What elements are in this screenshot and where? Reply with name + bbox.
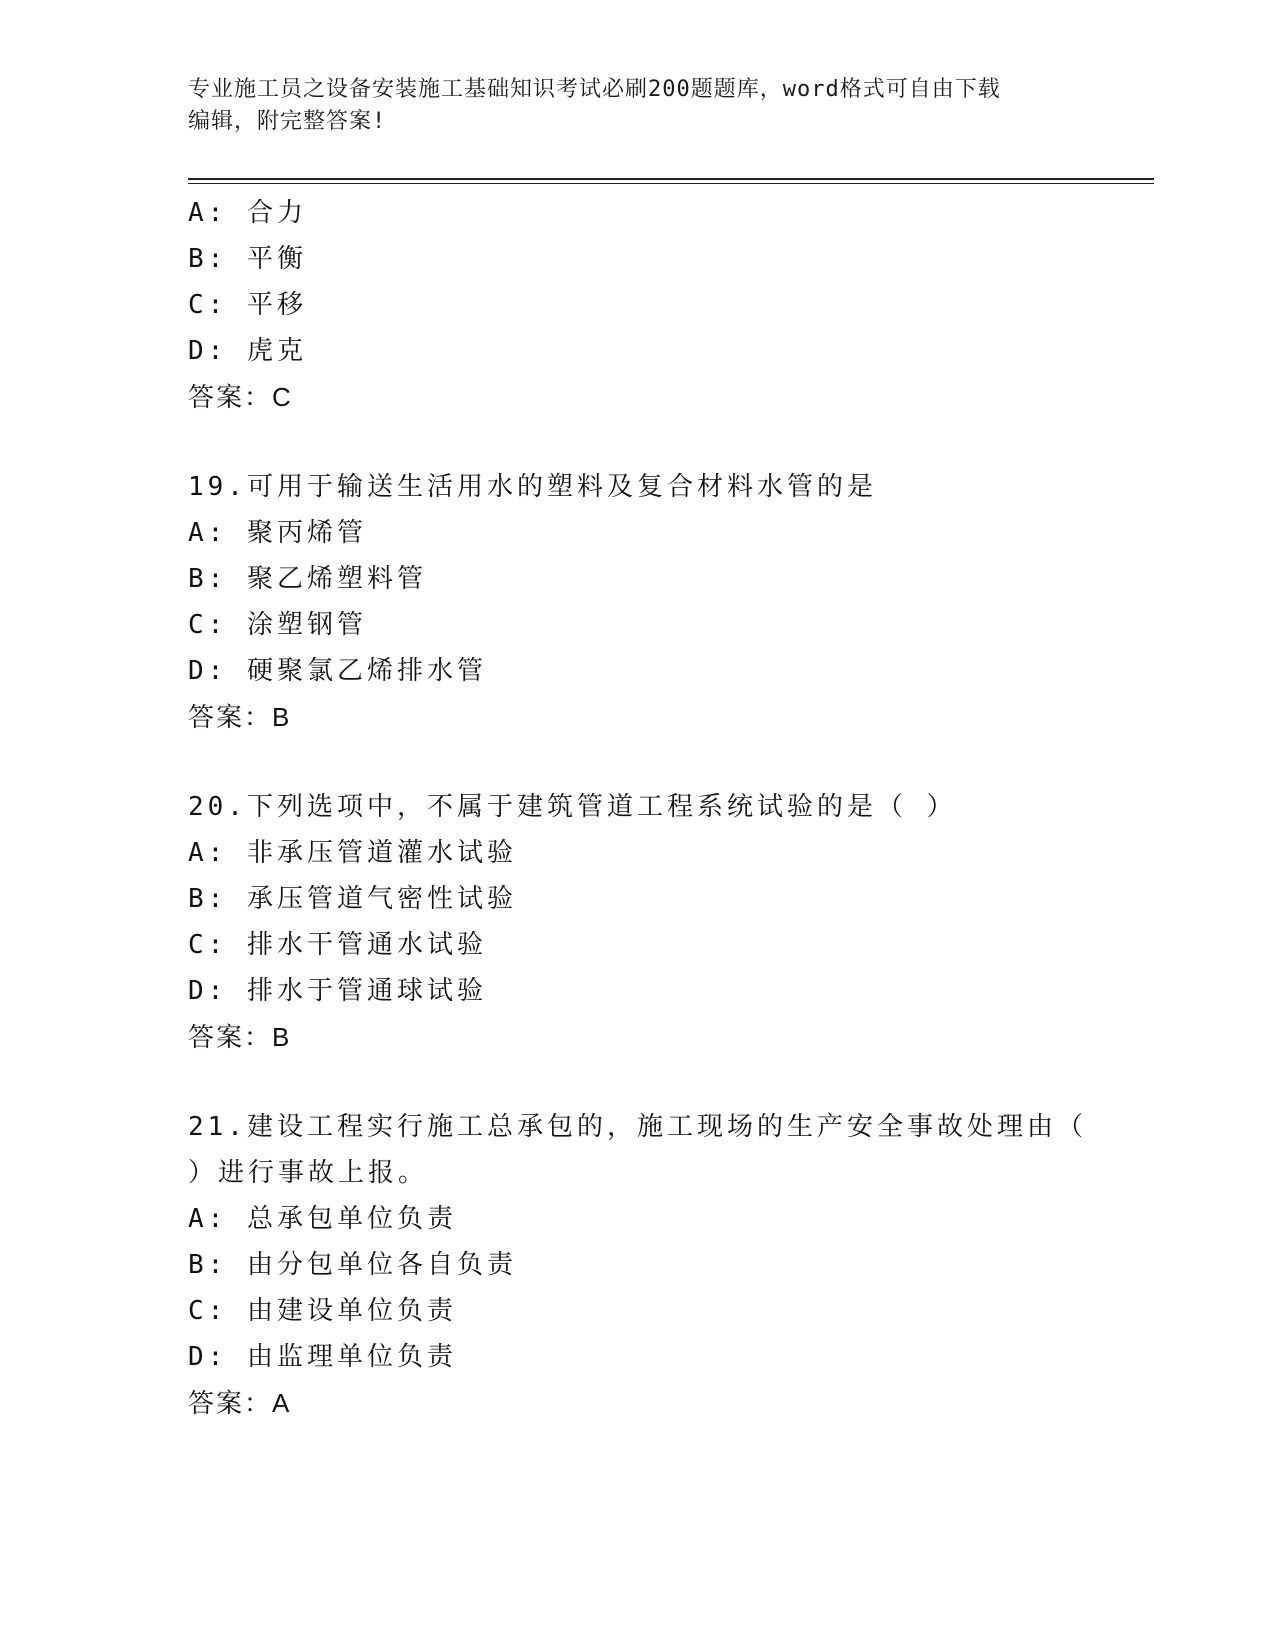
option-c: C: 排水干管通水试验 [188, 930, 487, 960]
option-d: D: 硬聚氯乙烯排水管 [188, 656, 487, 686]
question-18 [188, 190, 1128, 420]
header-divider-thick [188, 178, 1154, 180]
header-title-line1: 专业施工员之设备安装施工基础知识考试必刷200题题库，word格式可自由下载 [188, 77, 1001, 102]
option-c: C: 由建设单位负责 [188, 1296, 457, 1326]
answer-line: 答案：B [188, 1022, 292, 1052]
header-divider-thin [188, 183, 1154, 184]
question-20 [188, 784, 1128, 1060]
option-d: D: 排水于管通球试验 [188, 976, 487, 1006]
option-b: B: 平衡 [188, 244, 307, 274]
option-b: B: 聚乙烯塑料管 [188, 564, 427, 594]
question-21 [188, 1104, 1128, 1426]
option-a: A: 合力 [188, 198, 307, 228]
answer-line: 答案：B [188, 702, 292, 732]
option-d: D: 由监理单位负责 [188, 1342, 457, 1372]
option-c: C: 涂塑钢管 [188, 610, 367, 640]
question-text-line2: ）进行事故上报。 [188, 1158, 429, 1188]
question-19 [188, 464, 1128, 740]
option-b: B: 由分包单位各自负责 [188, 1250, 517, 1280]
question-text-line1: 21.建设工程实行施工总承包的，施工现场的生产安全事故处理由（ [188, 1112, 1087, 1142]
option-d: D: 虎克 [188, 336, 307, 366]
option-c: C: 平移 [188, 290, 307, 320]
option-a: A: 总承包单位负责 [188, 1204, 457, 1234]
question-list [188, 190, 1128, 1426]
option-a: A: 非承压管道灌水试验 [188, 838, 517, 868]
header-title-line2: 编辑，附完整答案! [188, 109, 387, 134]
question-text: 20.下列选项中，不属于建筑管道工程系统试验的是（ ） [188, 792, 957, 822]
document-header [188, 74, 1068, 138]
option-b: B: 承压管道气密性试验 [188, 884, 517, 914]
option-a: A: 聚丙烯管 [188, 518, 367, 548]
answer-line: 答案：C [188, 382, 293, 412]
answer-line: 答案：A [188, 1388, 292, 1418]
question-text: 19.可用于输送生活用水的塑料及复合材料水管的是 [188, 472, 877, 502]
